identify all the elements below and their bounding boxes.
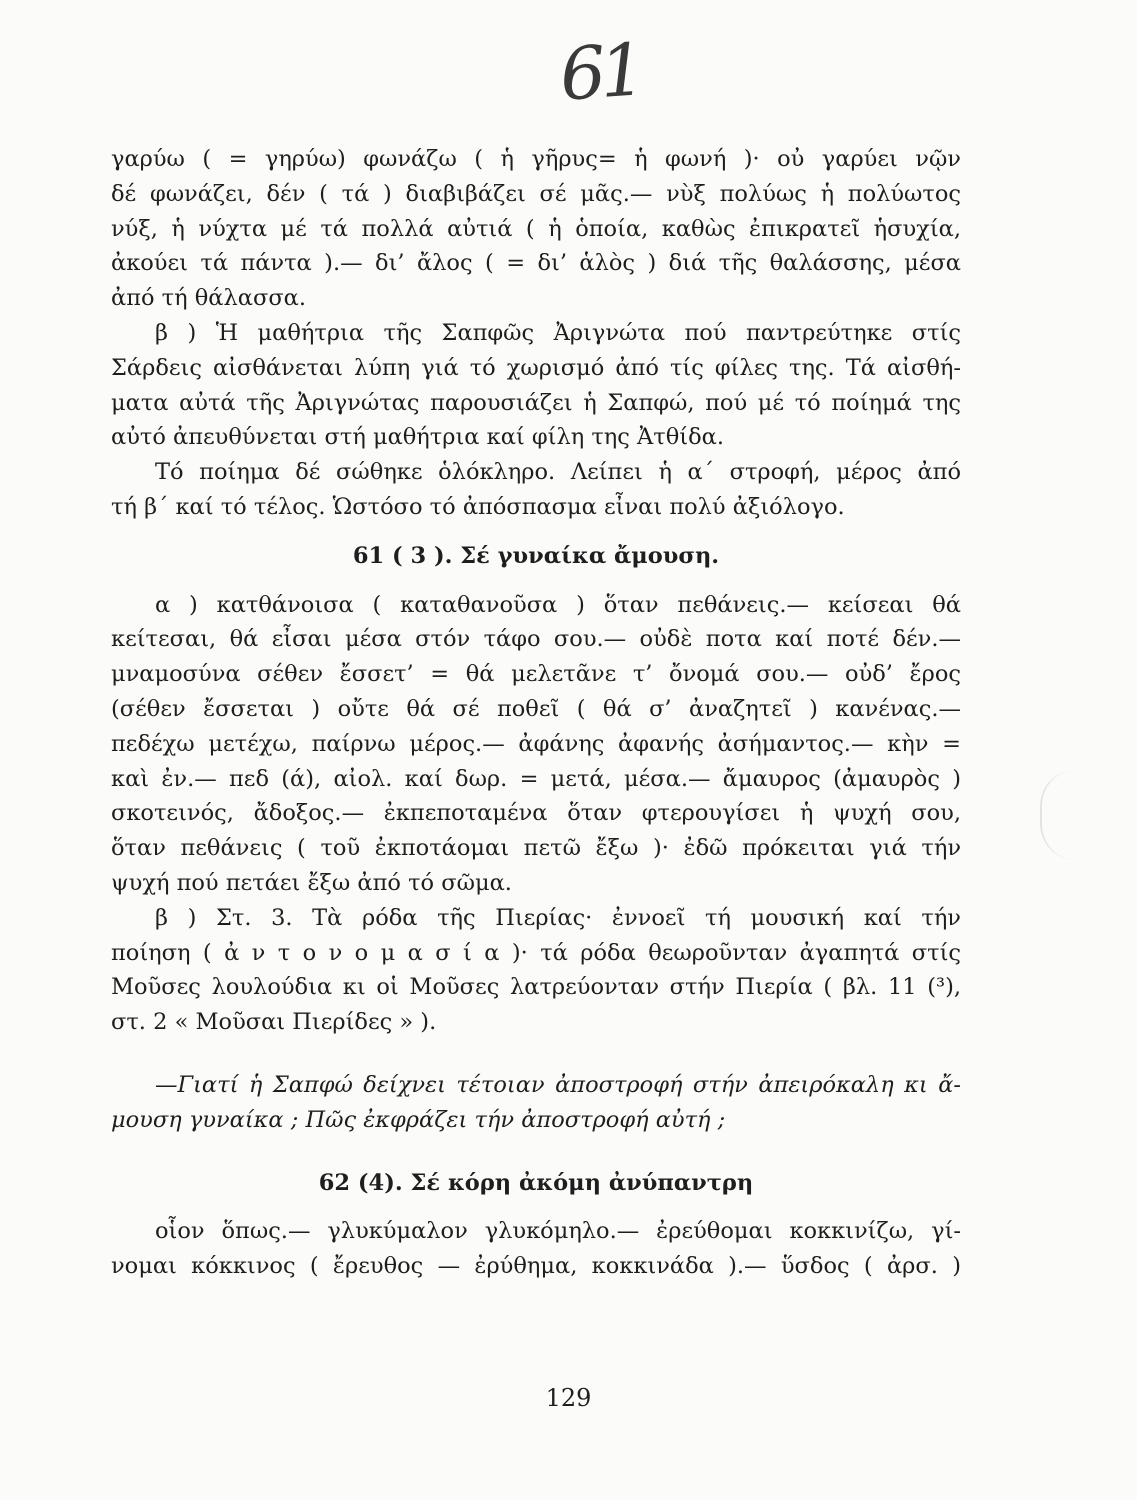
text-line: ψυχή πού πετάει ἔξω ἀπό τό σῶμα. [111,869,512,896]
question-line: —Γιατί ἡ Σαπφώ δείχνει τέτοιαν ἀποστροφή στήν ἀπειρόκαλη κι ἄ- [155,1071,961,1098]
handwritten-page-number: 61 [557,27,643,117]
text-line: τή β΄ καί τό τέλος. Ὡστόσο τό ἀπόσπασμα εἶναι πολύ ἀξιόλογο. [111,493,845,520]
text-line: β ) Ἡ μαθήτρια τῆς Σαπφῶς Ἀριγνώτα πού παντρεύτηκε στίς [155,319,961,346]
page-number: 129 [545,1384,592,1412]
text-line: νομαι κόκκινος ( ἔρευθος — ἐρύθημα, κοκκινάδα ).— ὕσδος ( ἀρσ. ) [111,1253,961,1280]
text-line: οἷον ὅπως.— γλυκύμαλον γλυκόμηλο.— ἐρεύθομαι κοκκινίζω, γί- [155,1218,961,1245]
text-line: αὐτό ἀπευθύνεται στή μαθήτρια καί φίλη της Ἀτθίδα. [111,424,724,451]
margin-mark [1040,770,1112,860]
text-line: (σέθεν ἔσσεται ) οὔτε θά σέ ποθεῖ ( θά σ’ ἀναζητεῖ ) κανένας.— [111,695,961,722]
text-line: στ. 2 « Μοῦσαι Πιερίδες » ). [111,1009,437,1036]
text-line: α ) κατθάνοισα ( καταθανοῦσα ) ὅταν πεθάνεις.— κείσεαι θά [155,591,961,618]
text-line: Τό ποίημα δέ σώθηκε ὁλόκληρο. Λείπει ἡ α΄ στροφή, μέρος ἀπό [155,459,961,486]
question-line: μουση γυναίκα ; Πῶς ἐκφράζει τήν ἀποστροφή αὐτή ; [111,1106,726,1133]
text-line: πεδέχω μετέχω, παίρνω μέρος.— ἀφάνης ἀφανής ἀσήμαντος.— κὴν = [111,730,961,757]
section-heading-61: 61 ( 3 ). Σέ γυναίκα ἄμουση. [352,542,720,569]
text-line: β ) Στ. 3. Τὰ ρόδα τῆς Πιερίας· ἐννοεῖ τή μουσική καί τήν [155,904,961,931]
page-body [111,142,961,1284]
text-line: γαρύω ( = γηρύω) φωνάζω ( ἡ γῆρυς= ἡ φωνή )· οὐ γαρύει νῷν [111,146,961,172]
text-line: ἀκούει τά πάντα ).— δι’ ἄλος ( = δι’ ἁλὸς ) διά τῆς θαλάσσης, μέσα [111,250,961,277]
text-line: ματα αὐτά τῆς Ἀριγνώτας παρουσιάζει ἡ Σαπφώ, πού μέ τό ποίημά της [111,389,961,416]
text-line: ἀπό τή θάλασσα. [111,285,307,312]
text-line: σκοτεινός, ἄδοξος.— ἐκπεποταμένα ὅταν φτερουγίσει ἡ ψυχή σου, [111,800,961,827]
section-heading-62: 62 (4). Σέ κόρη ἀκόμη ἀνύπαντρη [318,1169,754,1196]
text-line: Σάρδεις αἰσθάνεται λύπη γιά τό χωρισμό ἀπό τίς φίλες της. Τά αἰσθή- [111,354,961,381]
text-line: Μοῦσες λουλούδια κι οἱ Μοῦσες λατρεύονταν στήν Πιερία ( βλ. 11 (³), [111,974,961,1001]
text-line: ποίηση ( ἀ ν τ ο ν ο μ α σ ί α )· τά ρόδα θεωροῦνταν ἀγαπητά στίς [111,939,961,966]
text-line: ὅταν πεθάνεις ( τοῦ ἐκποτάομαι πετῶ ἔξω )· ἐδῶ πρόκειται γιά τήν [111,835,961,862]
text-line: κείτεσαι, θά εἶσαι μέσα στόν τάφο σου.— οὐδὲ ποτα καί ποτέ δέν.— [111,626,961,653]
text-line: νύξ, ἡ νύχτα μέ τά πολλά αὐτιά ( ἡ ὁποία, καθὼς ἐπικρατεῖ ἡσυχία, [111,215,961,242]
text-line: μναμοσύνα σέθεν ἔσσετ’ = θά μελετᾶνε τ’ ὄνομά σου.— οὐδ’ ἔρος [111,661,961,688]
text-line: δέ φωνάζει, δέν ( τά ) διαβιβάζει σέ μᾶς.— νὺξ πολύως ἡ πολύωτος [111,180,961,207]
text-line: καὶ ἐν.— πεδ (ά), αἰολ. καί δωρ. = μετά, μέσα.— ἄμαυρος (ἀμαυρὸς ) [111,765,961,792]
